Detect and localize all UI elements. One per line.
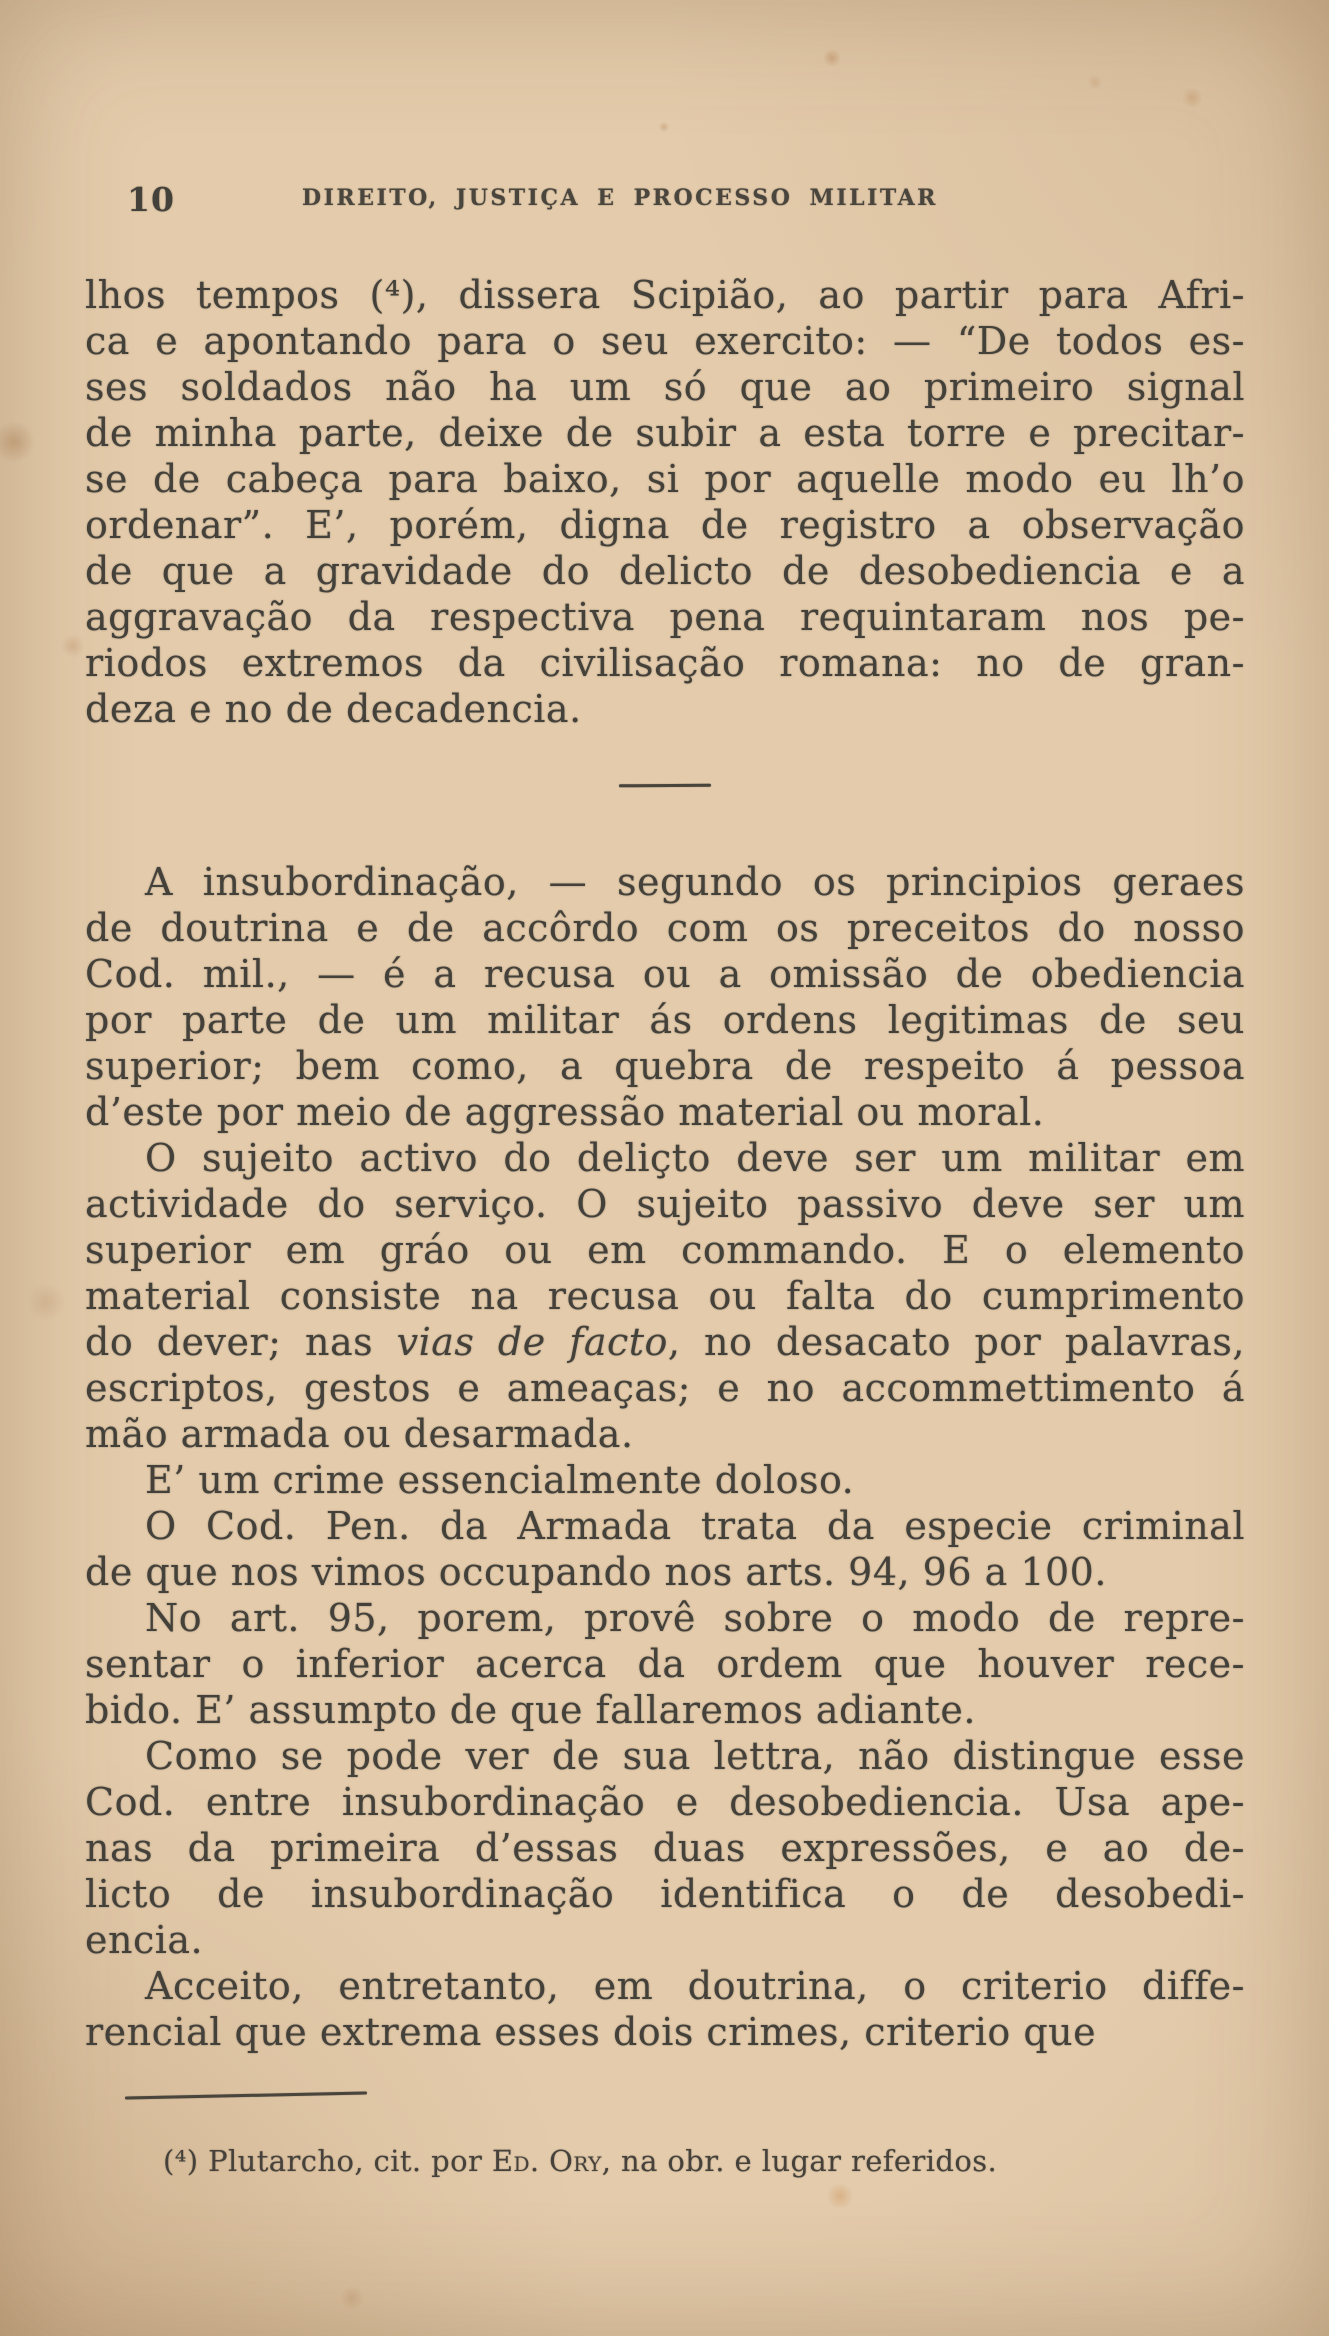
- text-segment: ca e apontando para o seu exercito: — “De todos es-: [85, 319, 1245, 363]
- text-segment: deza e no de decadencia.: [85, 687, 582, 731]
- paragraph: [85, 1733, 1245, 1963]
- text-line: [85, 1089, 1245, 1135]
- text-segment: encia.: [85, 1918, 204, 1962]
- running-title: DIREITO, JUSTIÇA E PROCESSO MILITAR: [302, 185, 938, 211]
- paragraph: [85, 859, 1245, 1135]
- text-segment: superior em gráo ou em commando. E o elemento: [85, 1228, 1245, 1272]
- text-line: [85, 1595, 1245, 1641]
- text-line: [85, 997, 1245, 1043]
- text-segment: aggravação da respectiva pena requintaram nos pe-: [85, 595, 1245, 639]
- text-line: [85, 364, 1245, 410]
- text-line: [85, 318, 1245, 364]
- paragraph: [85, 1503, 1245, 1595]
- text-line: [85, 502, 1245, 548]
- text-segment: ses soldados não ha um só que ao primeiro signal: [85, 365, 1245, 409]
- text-line: [85, 1641, 1245, 1687]
- text-segment: Cod. entre insubordinação e desobediencia. Usa ape-: [85, 1780, 1245, 1824]
- text-line: [85, 548, 1245, 594]
- text-segment: do dever; nas: [85, 1320, 397, 1364]
- text-segment: licto de insubordinação identifica o de desobedi-: [85, 1872, 1245, 1916]
- text-segment: A insubordinação, — segundo os principios geraes: [145, 860, 1245, 904]
- text-line: [85, 1365, 1245, 1411]
- text-segment: por parte de um militar ás ordens legitimas de seu: [85, 998, 1245, 1042]
- page-header: [85, 178, 1245, 222]
- paragraph: [85, 1135, 1245, 1457]
- text-segment: sentar o inferior acerca da ordem que houver rece-: [85, 1642, 1245, 1686]
- text-segment: E’ um crime essencialmente doloso.: [145, 1458, 855, 1502]
- text-segment: (⁴) Plutarcho, cit. por: [163, 2144, 492, 2178]
- text-segment: rencial que extrema esses dois crimes, criterio que: [85, 2010, 1097, 2054]
- text-line: [85, 594, 1245, 640]
- text-segment: material consiste na recusa ou falta do cumprimento: [85, 1274, 1245, 1318]
- text-line: [85, 1227, 1245, 1273]
- text-segment: Como se pode ver de sua lettra, não distingue esse: [145, 1734, 1245, 1778]
- text-segment: de doutrina e de accôrdo com os preceitos do nosso: [85, 906, 1245, 950]
- text-segment: No art. 95, porem, provê sobre o modo de repre-: [145, 1596, 1245, 1640]
- text-line: [85, 1135, 1245, 1181]
- text-line: [85, 859, 1245, 905]
- text-segment: escriptos, gestos e ameaças; e no accommettimento á: [85, 1366, 1245, 1410]
- text-line: [85, 1963, 1245, 2009]
- text-line: [85, 1411, 1245, 1457]
- text-line: [85, 456, 1245, 502]
- text-segment: O sujeito activo do deliçto deve ser um militar em: [145, 1136, 1245, 1180]
- italic-text: vias de facto: [396, 1320, 668, 1364]
- text-line: [85, 1273, 1245, 1319]
- footnote-rule: [125, 2091, 367, 2099]
- text-segment: Acceito, entretanto, em doutrina, o criterio diffe-: [145, 1964, 1245, 2008]
- text-line: [85, 951, 1245, 997]
- text-line: [85, 410, 1245, 456]
- text-segment: de minha parte, deixe de subir a esta torre e precitar-: [85, 411, 1245, 455]
- text-segment: bido. E’ assumpto de que fallaremos adiante.: [85, 1688, 976, 1732]
- text-line: [85, 272, 1245, 318]
- text-segment: nas da primeira d’essas duas expressões, e ao de-: [85, 1826, 1245, 1870]
- text-segment: de que a gravidade do delicto de desobediencia e a: [85, 549, 1245, 593]
- paragraph: [85, 1595, 1245, 1733]
- body-text: [85, 272, 1245, 2055]
- paragraph: [85, 272, 1245, 732]
- text-segment: lhos tempos (⁴), dissera Scipião, ao partir para Afri-: [85, 273, 1245, 317]
- text-segment: mão armada ou desarmada.: [85, 1412, 634, 1456]
- text-segment: riodos extremos da civilisação romana: no de gran-: [85, 641, 1245, 685]
- text-segment: ordenar”. E’, porém, digna de registro a observação: [85, 503, 1245, 547]
- text-line: [85, 1779, 1245, 1825]
- paragraph: [85, 1963, 1245, 2055]
- smallcaps-text: Ed. Ory: [491, 2144, 602, 2178]
- text-line: [85, 1181, 1245, 1227]
- text-line: [85, 1825, 1245, 1871]
- section-divider: [619, 784, 711, 788]
- text-line: [85, 1687, 1245, 1733]
- text-segment: actividade do serviço. O sujeito passivo deve ser um: [85, 1182, 1245, 1226]
- text-segment: de que nos vimos occupando nos arts. 94, 96 a 100.: [85, 1550, 1107, 1594]
- text-line: [85, 1549, 1245, 1595]
- page-number: 10: [127, 180, 175, 219]
- text-segment: superior; bem como, a quebra de respeito á pessoa: [85, 1044, 1245, 1088]
- text-line: [85, 686, 1245, 732]
- text-line: [85, 2009, 1245, 2055]
- text-line: [85, 1319, 1245, 1365]
- footnote: [85, 2142, 1245, 2180]
- text-segment: , no desacato por palavras,: [667, 1320, 1246, 1364]
- text-line: [85, 1917, 1245, 1963]
- text-line: [85, 1871, 1245, 1917]
- text-segment: O Cod. Pen. da Armada trata da especie criminal: [145, 1504, 1245, 1548]
- paragraph: [85, 1457, 1245, 1503]
- text-line: [85, 1457, 1245, 1503]
- text-segment: Cod. mil., — é a recusa ou a omissão de obediencia: [85, 952, 1245, 996]
- text-line: [85, 1043, 1245, 1089]
- text-line: [85, 1503, 1245, 1549]
- text-line: [85, 640, 1245, 686]
- text-segment: , na obr. e lugar referidos.: [601, 2144, 998, 2178]
- text-line: [85, 1733, 1245, 1779]
- text-line: [85, 905, 1245, 951]
- text-segment: d’este por meio de aggressão material ou moral.: [85, 1090, 1045, 1134]
- text-segment: se de cabeça para baixo, si por aquelle modo eu lh’o: [85, 457, 1245, 501]
